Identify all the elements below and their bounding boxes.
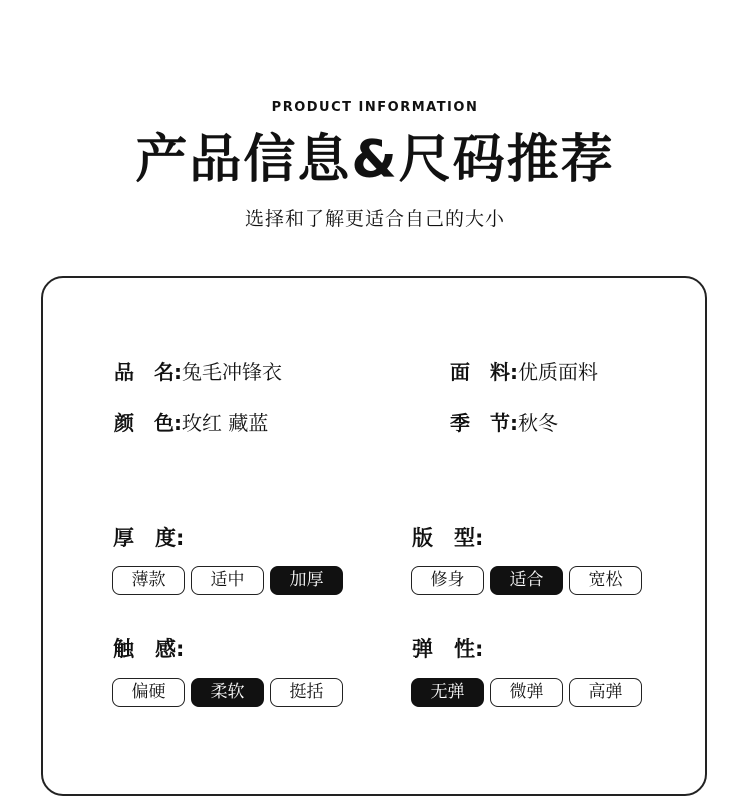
season-row	[450, 410, 558, 436]
page-title: 产品信息&尺码推荐	[135, 130, 615, 190]
color-key: 颜 色:	[114, 411, 182, 435]
stretch-label: 弹 性:	[412, 637, 484, 661]
product-name-row	[114, 359, 282, 385]
page-subtitle: 选择和了解更适合自己的大小	[244, 208, 505, 230]
season-key: 季 节:	[450, 411, 518, 435]
product-name-value: 兔毛冲锋衣	[182, 360, 282, 384]
color-row	[114, 410, 268, 436]
product-name-key: 品 名:	[114, 360, 182, 384]
thickness-option[interactable]: 适中	[191, 566, 264, 595]
fit-options	[411, 566, 642, 595]
feel-options	[112, 678, 343, 707]
eyebrow-text: PRODUCT INFORMATION	[271, 100, 479, 115]
thickness-option[interactable]: 加厚	[270, 566, 343, 595]
feel-option[interactable]: 柔软	[191, 678, 264, 707]
color-value: 玫红 藏蓝	[182, 411, 269, 435]
thickness-option[interactable]: 薄款	[112, 566, 185, 595]
fabric-value: 优质面料	[518, 360, 598, 384]
thickness-label: 厚 度:	[113, 526, 185, 550]
stretch-option[interactable]: 无弹	[411, 678, 484, 707]
thickness-options	[112, 566, 343, 595]
fit-label: 版 型:	[412, 526, 484, 550]
fabric-row	[450, 359, 598, 385]
fabric-key: 面 料:	[450, 360, 518, 384]
season-value: 秋冬	[518, 411, 558, 435]
fit-option[interactable]: 宽松	[569, 566, 642, 595]
fit-option[interactable]: 适合	[490, 566, 563, 595]
stretch-options	[411, 678, 642, 707]
stretch-option[interactable]: 微弹	[490, 678, 563, 707]
fit-option[interactable]: 修身	[411, 566, 484, 595]
feel-option[interactable]: 偏硬	[112, 678, 185, 707]
feel-option[interactable]: 挺括	[270, 678, 343, 707]
stretch-option[interactable]: 高弹	[569, 678, 642, 707]
feel-label: 触 感:	[113, 637, 185, 661]
